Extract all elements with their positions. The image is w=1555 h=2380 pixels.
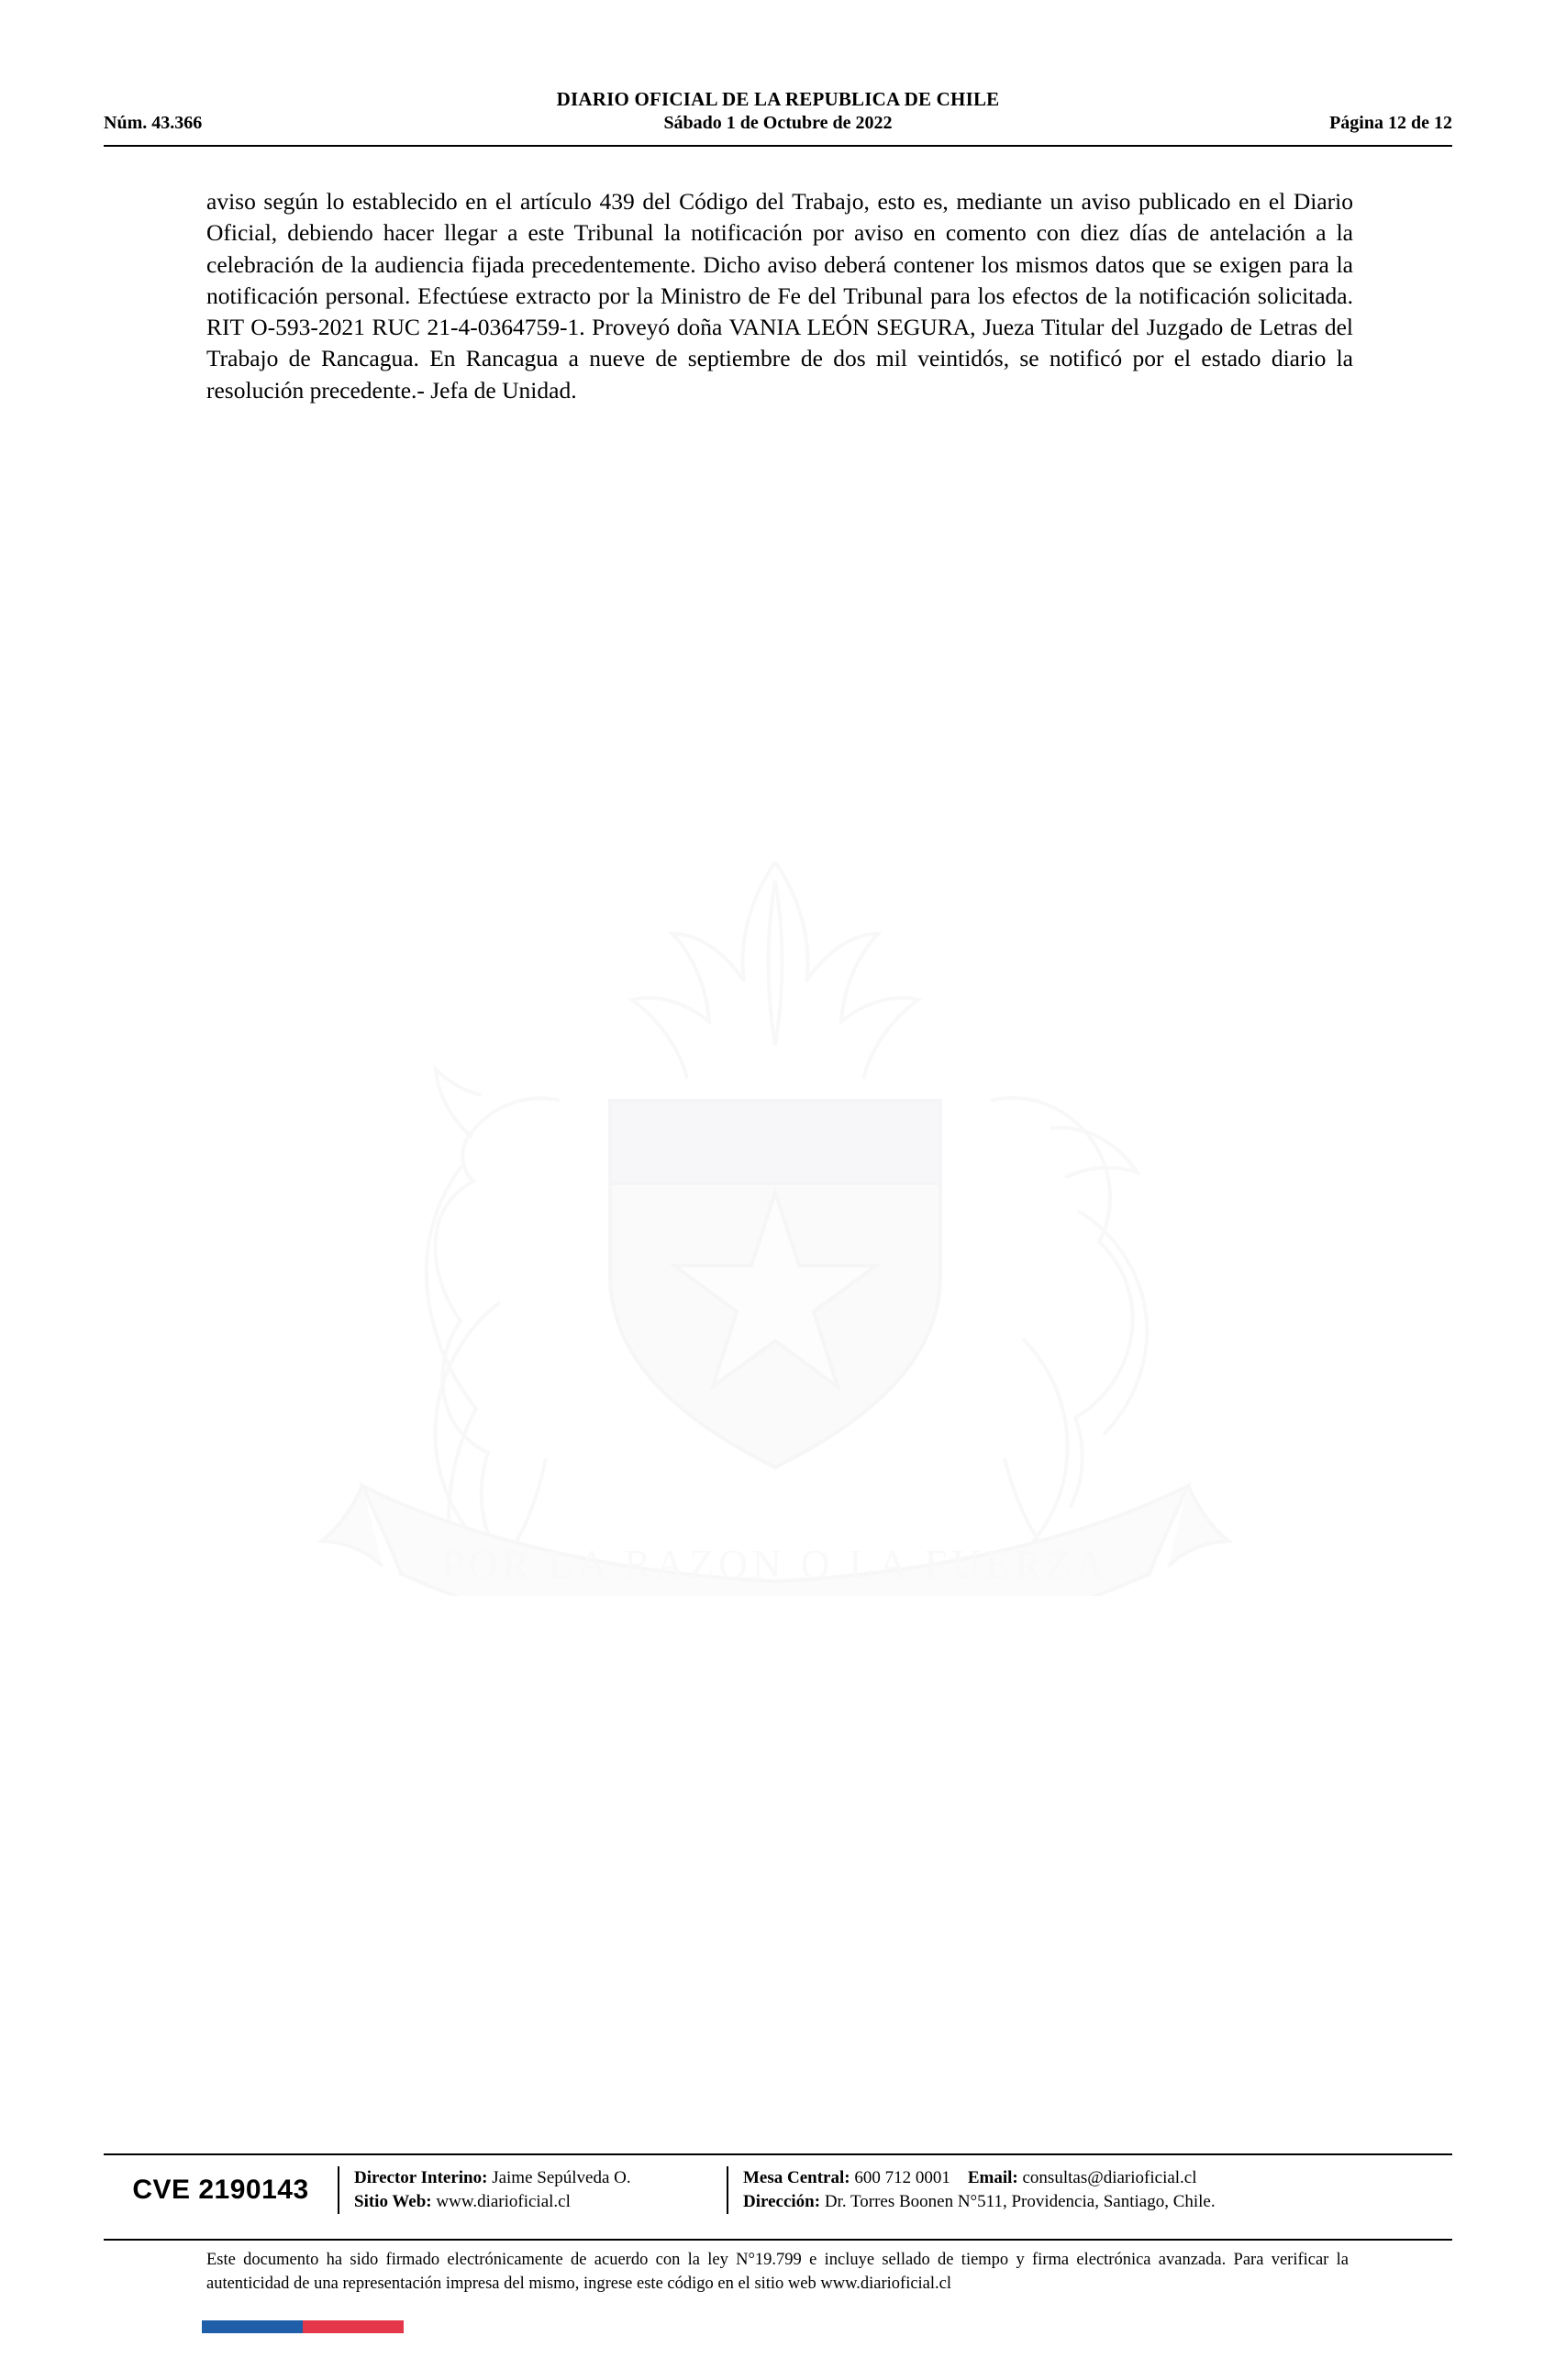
page-footer bbox=[104, 2161, 1452, 2221]
flag-color-bar bbox=[104, 2320, 1452, 2333]
header-meta-row bbox=[104, 113, 1452, 134]
director-label: Director Interino: bbox=[354, 2168, 488, 2187]
color-bar-blue bbox=[202, 2320, 303, 2333]
header-divider bbox=[104, 145, 1452, 147]
website-label: Sitio Web: bbox=[354, 2192, 432, 2212]
switchboard-label: Mesa Central: bbox=[743, 2168, 850, 2187]
page-indicator: Página 12 de 12 bbox=[1329, 113, 1452, 134]
footer-director-column bbox=[338, 2166, 727, 2214]
address-label: Dirección: bbox=[743, 2192, 821, 2212]
color-bar-red bbox=[303, 2320, 404, 2333]
color-bar-rest bbox=[404, 2320, 1452, 2333]
coat-of-arms-watermark-icon bbox=[197, 825, 1353, 1596]
footer-top-divider bbox=[104, 2153, 1452, 2155]
publication-date: Sábado 1 de Octubre de 2022 bbox=[663, 113, 893, 134]
page-header bbox=[104, 87, 1452, 134]
watermark-motto: POR LA RAZON O LA FUERZA bbox=[441, 1542, 1109, 1587]
issue-number: Núm. 43.366 bbox=[104, 113, 203, 134]
email-value[interactable]: consultas@diarioficial.cl bbox=[1022, 2168, 1197, 2187]
legal-notice: Este documento ha sido firmado electrónicamente de acuerdo con la ley N°19.799 e incluye sellado de tiempo y firma electrónica avanzada. Para verificar la autenticidad de una representación impresa del mismo, ingrese este código en el sitio web www.diarioficial.cl bbox=[206, 2251, 1349, 2293]
body-paragraph: aviso según lo establecido en el artículo 439 del Código del Trabajo, esto es, mediante un aviso publicado en el Diario Oficial, debiendo hacer llegar a este Tribunal la notificación por aviso en comento con diez días de antelación a la celebración de la audiencia fijada precedentemente. Dicho aviso deberá contener los mismos datos que se exigen para la notificación personal. Efectúese extracto por la Ministro de Fe del Tribunal para los efectos de la notificación solicitada. RIT O-593-2021 RUC 21-4-0364759-1. Proveyó doña VANIA LEÓN SEGURA, Jueza Titular del Juzgado de Letras del Trabajo de Rancagua. En Rancagua a nueve de septiembre de dos mil veintidós, se notificó por el estado diario la resolución precedente.- Jefa de Unidad. bbox=[206, 188, 1353, 404]
email-label: Email: bbox=[967, 2168, 1018, 2187]
website-value[interactable]: www.diarioficial.cl bbox=[436, 2192, 571, 2212]
switchboard-value: 600 712 0001 bbox=[854, 2168, 950, 2187]
cve-code: CVE 2190143 bbox=[132, 2175, 309, 2206]
publication-title: DIARIO OFICIAL DE LA REPUBLICA DE CHILE bbox=[556, 88, 1000, 110]
address-value: Dr. Torres Boonen N°511, Providencia, Santiago, Chile. bbox=[824, 2192, 1216, 2212]
footer-middle-divider bbox=[104, 2239, 1452, 2241]
color-bar-blank bbox=[104, 2320, 202, 2333]
director-value: Jaime Sepúlveda O. bbox=[492, 2168, 631, 2187]
footer-contact-column bbox=[727, 2166, 1345, 2214]
